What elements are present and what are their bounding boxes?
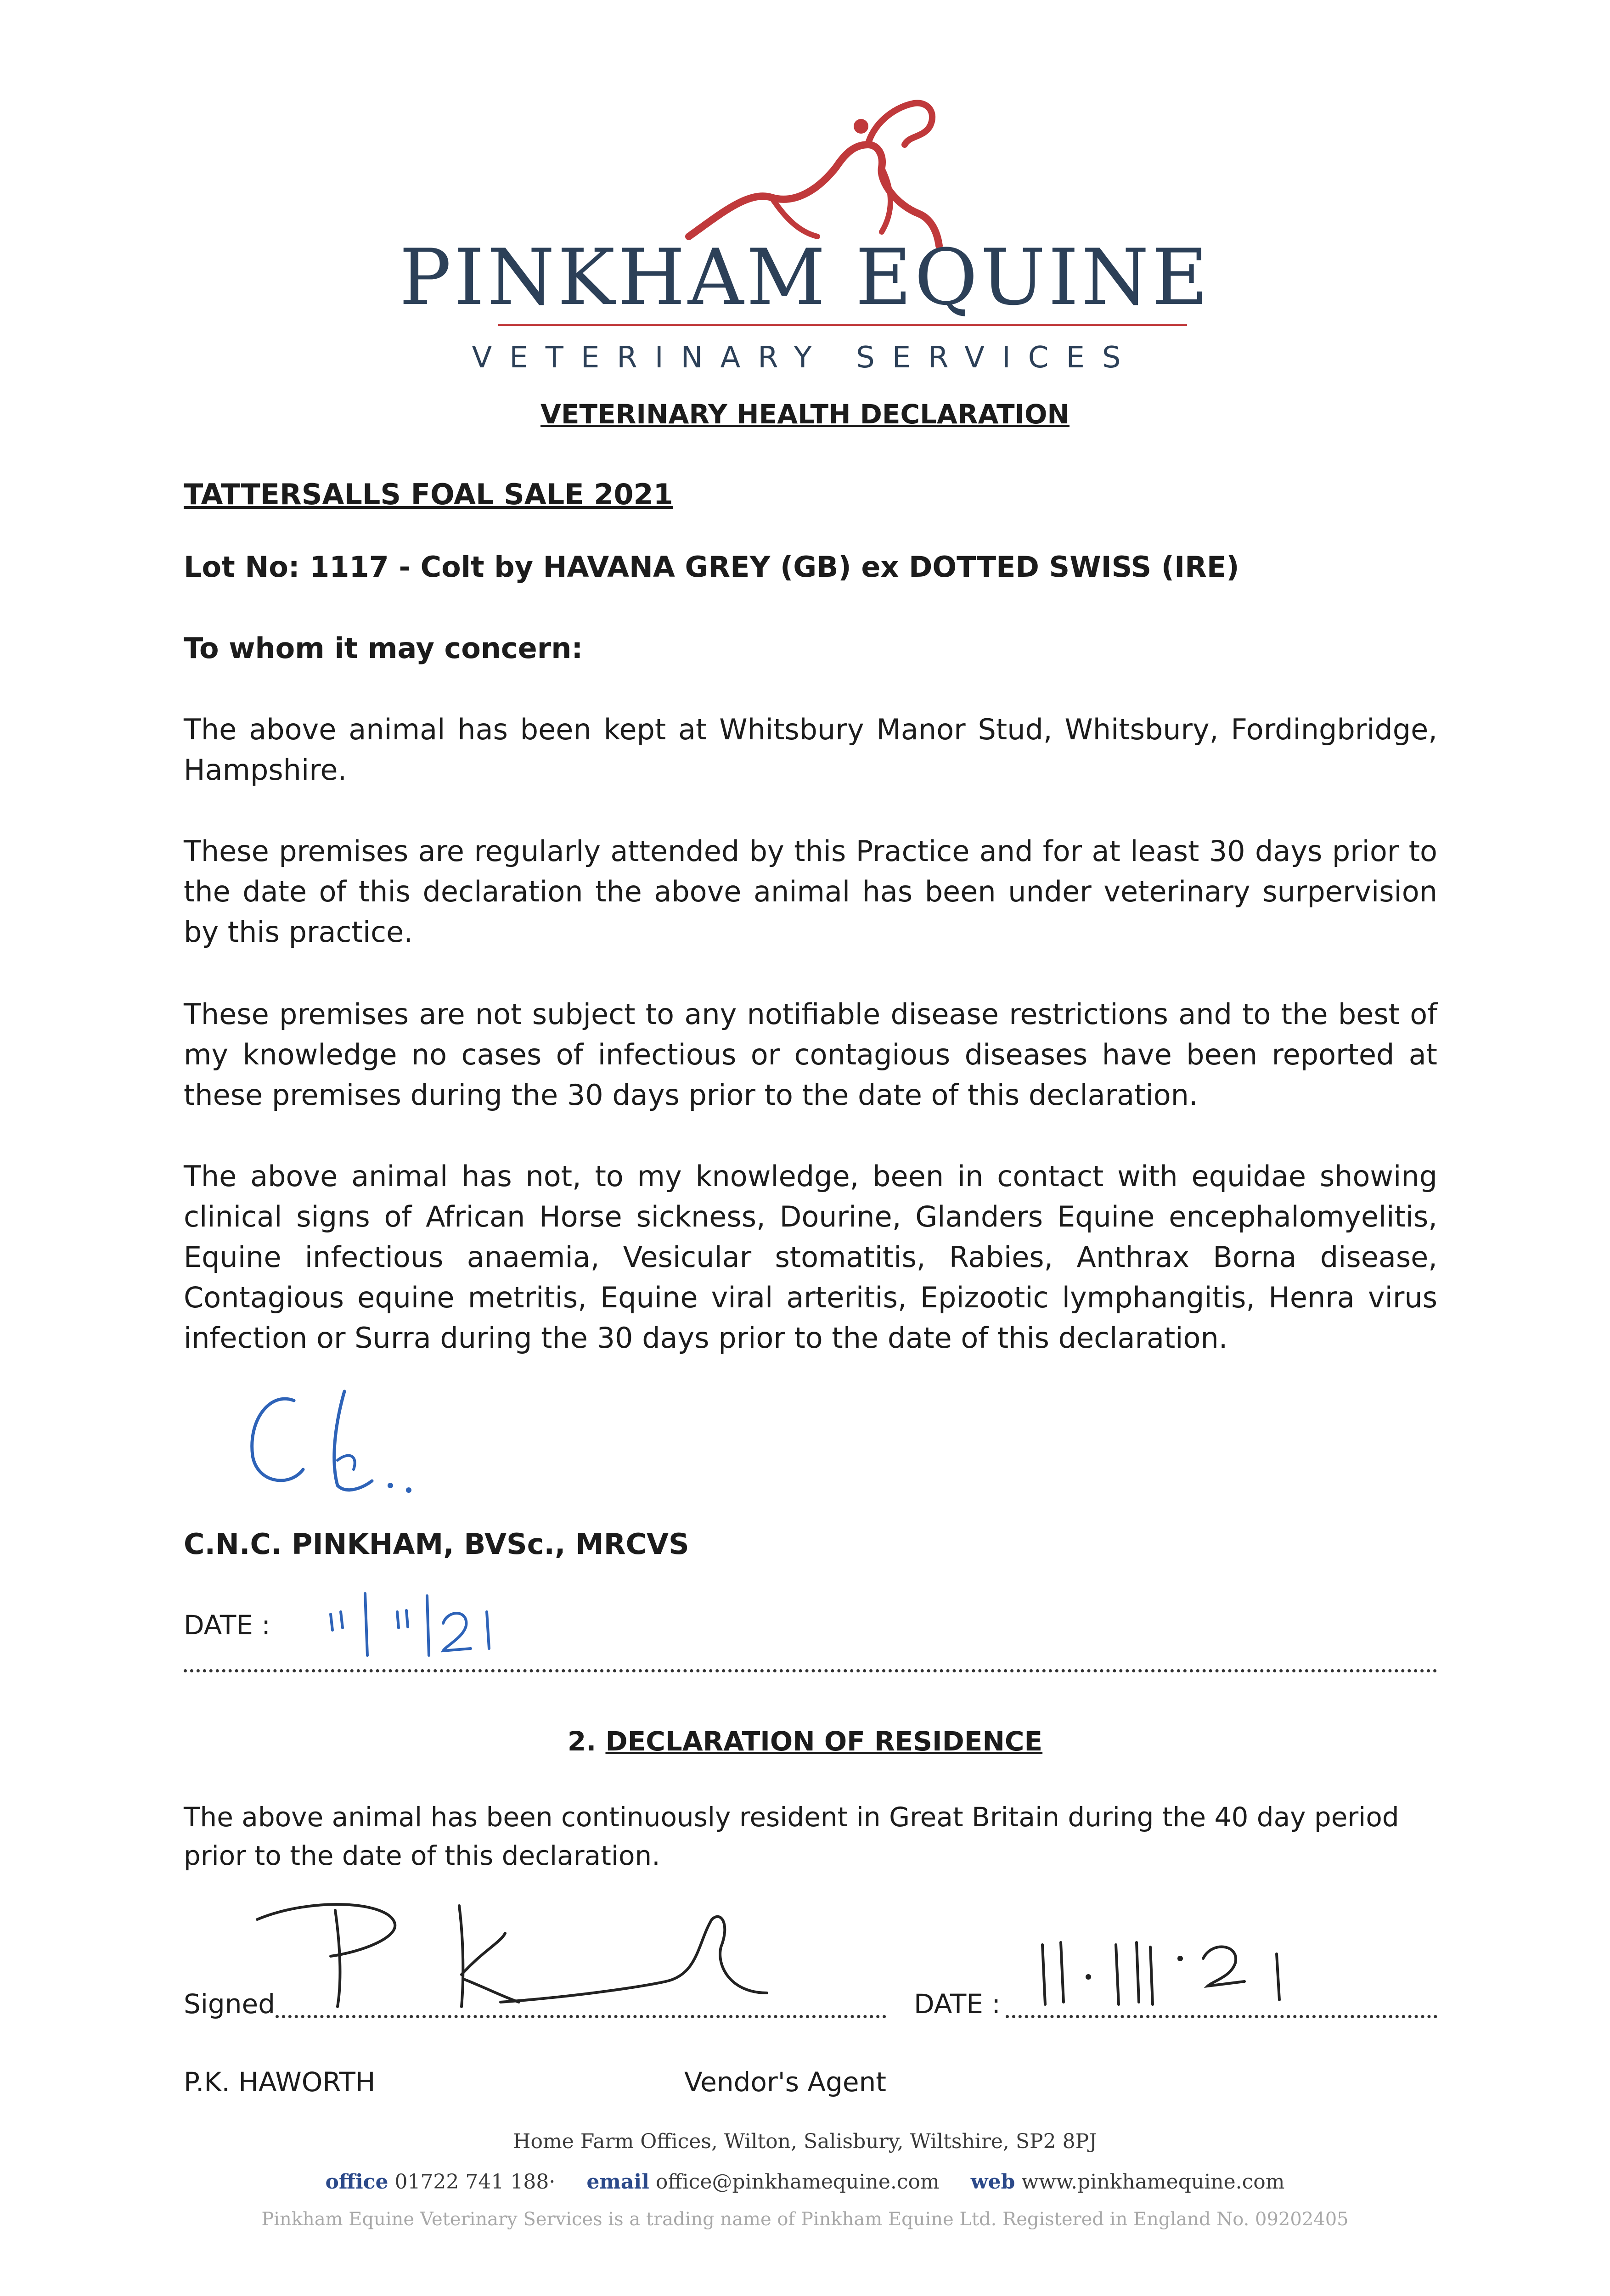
greeting: To whom it may concern: [184,631,583,665]
paragraph-supervision: These premises are regularly attended by this Practice and for at least 30 days prior to the date of this declaration the above animal has been under veterinary surpervision by this practice. [184,834,1437,949]
handwritten-date [321,1587,514,1669]
agent-role: Vendor's Agent [684,2066,887,2098]
brand-name: PINKHAM EQUINE [399,232,1211,322]
paragraph-contact-declaration: The above animal has not, to my knowledge, been in contact with equidae showing clinical signs of African Horse sickness, Dourine, Glanders Equine encephalomyelitis, Equine infectious anaemia, Vesicular stomatitis, Rabies, Anthrax Borna disease, Contagious equine metritis, Equine viral arteritis, Epizootic lymphangitis, Henra virus infection or Surra during the 30 days prior to the date of this declaration. [184,1159,1437,1355]
signature-line [276,2015,886,2018]
footer-contacts [0,2170,1610,2194]
office-phone: 01722 741 188· [394,2170,556,2194]
web-label: web [970,2170,1015,2194]
office-label: office [325,2170,388,2194]
vet-name: C.N.C. PINKHAM, BVSc., MRCVS [184,1527,689,1561]
agent-signature [243,1887,877,2025]
email-label: email [586,2170,649,2194]
paragraph-disease-restrictions: These premises are not subject to any notifiable disease restrictions and to the best of my knowledge no cases of infectious or contagious diseases have been reported at these premises during the 30 days prior to the date of this declaration. [184,997,1437,1112]
paragraph-premises: The above animal has been kept at Whitsbury Manor Stud, Whitsbury, Fordingbridge, Hampshire. [184,713,1437,787]
agent-name: P.K. HAWORTH [184,2066,376,2098]
footer-address: Home Farm Offices, Wilton, Salisbury, Wiltshire, SP2 8PJ [513,2130,1097,2153]
lot-details: Lot No: 1117 - Colt by HAVANA GREY (GB) ex DOTTED SWISS (IRE) [184,550,1239,584]
residence-date-label: DATE : [914,1988,1001,2020]
separator-dotted-line [184,1669,1437,1672]
residence-handwritten-date [1029,1926,1313,2014]
signed-label: Signed [184,1988,276,2020]
section-residence-heading [0,1726,1610,1757]
vet-signature [239,1382,478,1506]
section-number: 2. [567,1726,597,1757]
brand-divider [498,324,1187,326]
horse-rider-logo-icon [680,99,951,255]
footer-legal: Pinkham Equine Veterinary Services is a trading name of Pinkham Equine Ltd. Registered in England No. 09202405 [261,2209,1349,2230]
section-title: DECLARATION OF RESIDENCE [605,1726,1043,1757]
residence-statement: The above animal has been continuously resident in Great Britain during the 40 day period prior to the date of this declaration. [184,1801,1399,1871]
sale-name: TATTERSALLS FOAL SALE 2021 [184,478,673,511]
email-address[interactable]: office@pinkhamequine.com [655,2170,940,2194]
date-label: DATE : [184,1609,270,1641]
document-title: VETERINARY HEALTH DECLARATION [540,399,1070,430]
brand-tagline: VETERINARY SERVICES [472,341,1138,375]
website-link[interactable]: www.pinkhamequine.com [1021,2170,1285,2194]
date-line [1006,2015,1437,2018]
